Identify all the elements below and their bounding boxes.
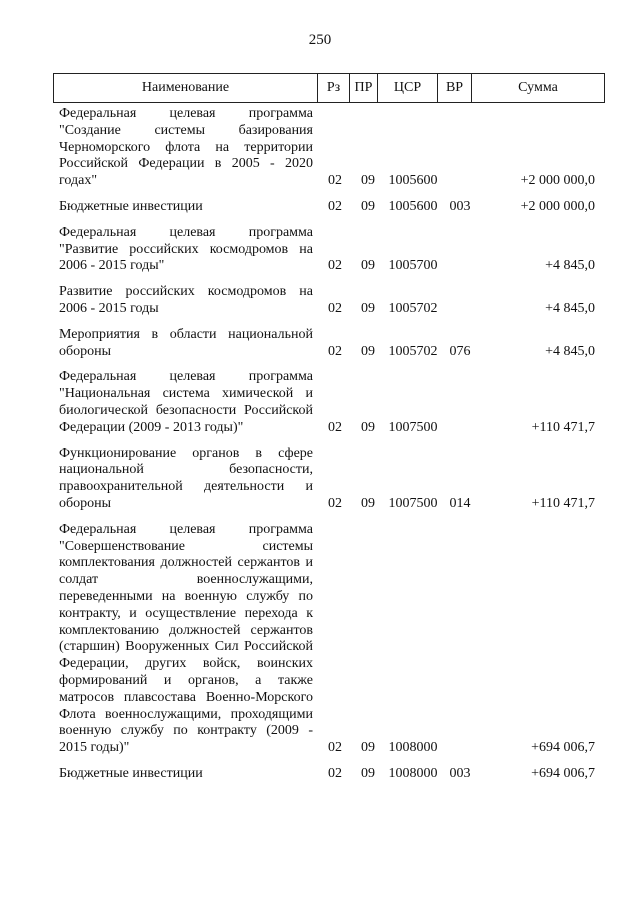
row-csr: 1005702 xyxy=(388,343,438,359)
row-csr: 1008000 xyxy=(388,740,438,756)
table-row xyxy=(59,369,595,436)
row-name: Функционирование органов в сфере национальной безопасности, правоохранительной деятельности и обороны xyxy=(59,445,313,511)
row-pr: 09 xyxy=(361,765,375,781)
row-name: Бюджетные инвестиции xyxy=(59,765,203,781)
row-pr: 09 xyxy=(361,495,375,511)
header-rz: Рз xyxy=(318,74,350,102)
row-rz: 02 xyxy=(328,419,342,435)
table-row xyxy=(59,327,595,361)
table-row xyxy=(59,766,595,783)
row-pr: 09 xyxy=(361,419,375,435)
header-pr: ПР xyxy=(350,74,378,102)
table-header xyxy=(53,73,605,103)
table-row xyxy=(59,225,595,275)
row-sum: +110 471,7 xyxy=(531,495,595,511)
row-rz: 02 xyxy=(328,495,342,511)
row-vr: 003 xyxy=(449,765,471,781)
header-name: Наименование xyxy=(54,74,318,102)
row-pr: 09 xyxy=(361,740,375,756)
row-pr: 09 xyxy=(361,198,375,214)
row-sum: +694 006,7 xyxy=(531,740,595,756)
row-csr: 1005600 xyxy=(388,198,438,214)
row-vr: 003 xyxy=(449,198,471,214)
row-name: Мероприятия в области национальной обороны xyxy=(59,326,313,359)
row-name: Федеральная целевая программа "Совершенствование системы комплектования должностей сержантов и солдат военнослужащими, переведенными на военную службу по контракту, и осуществление перехода к комплектованию должностей сержантов (старшин) Вооруженных Сил Российской Федерации, других войск, воинских формирований и органов, а также матросов плавсостава Военно-Морского Флота военнослужащими, проходящими военную службу по контракту (2009 - 2015 годы)" xyxy=(59,521,313,756)
row-pr: 09 xyxy=(361,300,375,316)
row-vr: 076 xyxy=(449,343,471,359)
row-rz: 02 xyxy=(328,173,342,189)
row-pr: 09 xyxy=(361,343,375,359)
row-name: Развитие российских космодромов на 2006 - 2015 годы xyxy=(59,284,313,316)
header-vr: ВР xyxy=(438,74,472,102)
row-sum: +4 845,0 xyxy=(545,300,595,316)
row-sum: +2 000 000,0 xyxy=(520,198,595,214)
row-name: Бюджетные инвестиции xyxy=(59,198,203,214)
header-csr: ЦСР xyxy=(378,74,438,102)
row-pr: 09 xyxy=(361,173,375,189)
table-row xyxy=(59,522,595,757)
row-csr: 1005702 xyxy=(388,300,438,316)
row-rz: 02 xyxy=(328,258,342,274)
row-sum: +694 006,7 xyxy=(531,765,595,781)
header-sum: Сумма xyxy=(518,80,558,95)
row-sum: +110 471,7 xyxy=(531,419,595,435)
page-number: 250 xyxy=(308,32,332,48)
row-pr: 09 xyxy=(361,258,375,274)
row-rz: 02 xyxy=(328,198,342,214)
table-row xyxy=(59,106,595,190)
row-vr: 014 xyxy=(449,495,471,511)
row-rz: 02 xyxy=(328,343,342,359)
row-name: Федеральная целевая программа "Создание системы базирования Черноморского флота на территории Российской Федерации в 2005 - 2020 годах" xyxy=(59,106,313,189)
row-csr: 1005600 xyxy=(388,173,438,189)
row-csr: 1005700 xyxy=(388,258,438,274)
row-rz: 02 xyxy=(328,300,342,316)
table-row xyxy=(59,284,595,318)
row-csr: 1007500 xyxy=(388,419,438,435)
table-row xyxy=(59,446,595,513)
row-sum: +4 845,0 xyxy=(545,258,595,274)
row-rz: 02 xyxy=(328,765,342,781)
table-row xyxy=(59,199,595,216)
row-csr: 1008000 xyxy=(388,765,438,781)
row-csr: 1007500 xyxy=(388,495,438,511)
row-name: Федеральная целевая программа "Развитие российских космодромов на 2006 - 2015 годы" xyxy=(59,224,313,274)
row-rz: 02 xyxy=(328,740,342,756)
row-sum: +2 000 000,0 xyxy=(520,173,595,189)
row-sum: +4 845,0 xyxy=(545,343,595,359)
table-body xyxy=(59,106,595,792)
row-name: Федеральная целевая программа "Национальная система химической и биологической безопасности Российской Федерации (2009 - 2013 годы)" xyxy=(59,369,313,435)
